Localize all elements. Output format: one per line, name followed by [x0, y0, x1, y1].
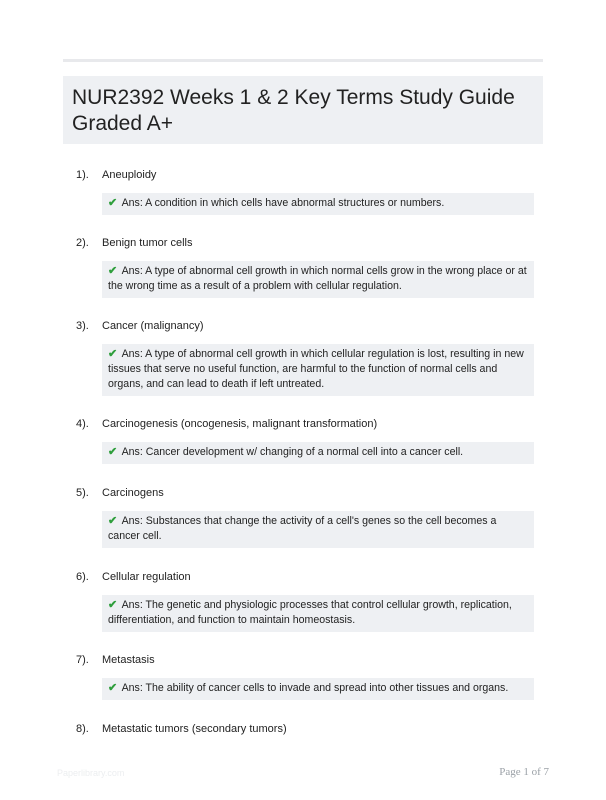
checkmark-icon: ✔: [108, 348, 118, 360]
checkmark-icon: ✔: [108, 446, 118, 458]
item-number: 4).: [76, 418, 89, 430]
answer-prefix: Ans:: [121, 197, 143, 209]
answer-prefix: Ans:: [121, 682, 143, 694]
item-term: Carcinogens: [102, 487, 164, 499]
item-term: Metastatic tumors (secondary tumors): [102, 723, 287, 735]
answer-text: Substances that change the activity of a cell's genes so the cell becomes a cancer cell.: [108, 515, 497, 542]
answer-text: Cancer development w/ changing of a normal cell into a cancer cell.: [145, 446, 464, 458]
checkmark-icon: ✔: [108, 682, 118, 694]
answer-prefix: Ans:: [121, 599, 143, 611]
answer-text: The genetic and physiologic processes that control cellular growth, replication, differentiation, and function to maintain homeostasis.: [108, 599, 512, 626]
answer-prefix: Ans:: [121, 348, 143, 360]
answer-box: [102, 678, 534, 700]
page-number: Page 1 of 7: [499, 766, 549, 778]
item-term: Benign tumor cells: [102, 237, 193, 249]
answer-text: A type of abnormal cell growth in which cellular regulation is lost, resulting in new tissues that serve no useful function, are harmful to the function of normal cells and organs, and can lead to death if left untreated.: [108, 348, 524, 390]
item-number: 8).: [76, 723, 89, 735]
answer-box: [102, 344, 534, 396]
item-number: 1).: [76, 169, 89, 181]
answer-prefix: Ans:: [121, 515, 143, 527]
item-number: 5).: [76, 487, 89, 499]
checkmark-icon: ✔: [108, 265, 118, 277]
item-number: 2).: [76, 237, 89, 249]
checkmark-icon: ✔: [108, 599, 118, 611]
item-number: 7).: [76, 654, 89, 666]
page-title: NUR2392 Weeks 1 & 2 Key Terms Study Guide Graded A+: [72, 86, 515, 135]
answer-prefix: Ans:: [121, 446, 143, 458]
item-term: Aneuploidy: [102, 169, 157, 181]
answer-text: A condition in which cells have abnormal structures or numbers.: [145, 197, 445, 209]
item-number: 6).: [76, 571, 89, 583]
answer-box: [102, 595, 534, 632]
footer-watermark: Paperlibrary.com: [57, 768, 125, 778]
answer-text: The ability of cancer cells to invade and spread into other tissues and organs.: [145, 682, 509, 694]
item-term: Carcinogenesis (oncogenesis, malignant transformation): [102, 418, 378, 430]
answer-box: [102, 193, 534, 215]
item-term: Cellular regulation: [102, 571, 191, 583]
title-banner: [63, 76, 543, 144]
answer-box: [102, 511, 534, 548]
answer-prefix: Ans:: [121, 265, 143, 277]
item-number: 3).: [76, 320, 89, 332]
checkmark-icon: ✔: [108, 197, 118, 209]
answer-box: [102, 442, 534, 464]
answer-text: A type of abnormal cell growth in which normal cells grow in the wrong place or at the wrong time as a result of a problem with cellular regulation.: [108, 265, 527, 292]
top-divider: [63, 59, 543, 62]
answer-box: [102, 261, 534, 298]
item-term: Cancer (malignancy): [102, 320, 204, 332]
item-term: Metastasis: [102, 654, 155, 666]
checkmark-icon: ✔: [108, 515, 118, 527]
